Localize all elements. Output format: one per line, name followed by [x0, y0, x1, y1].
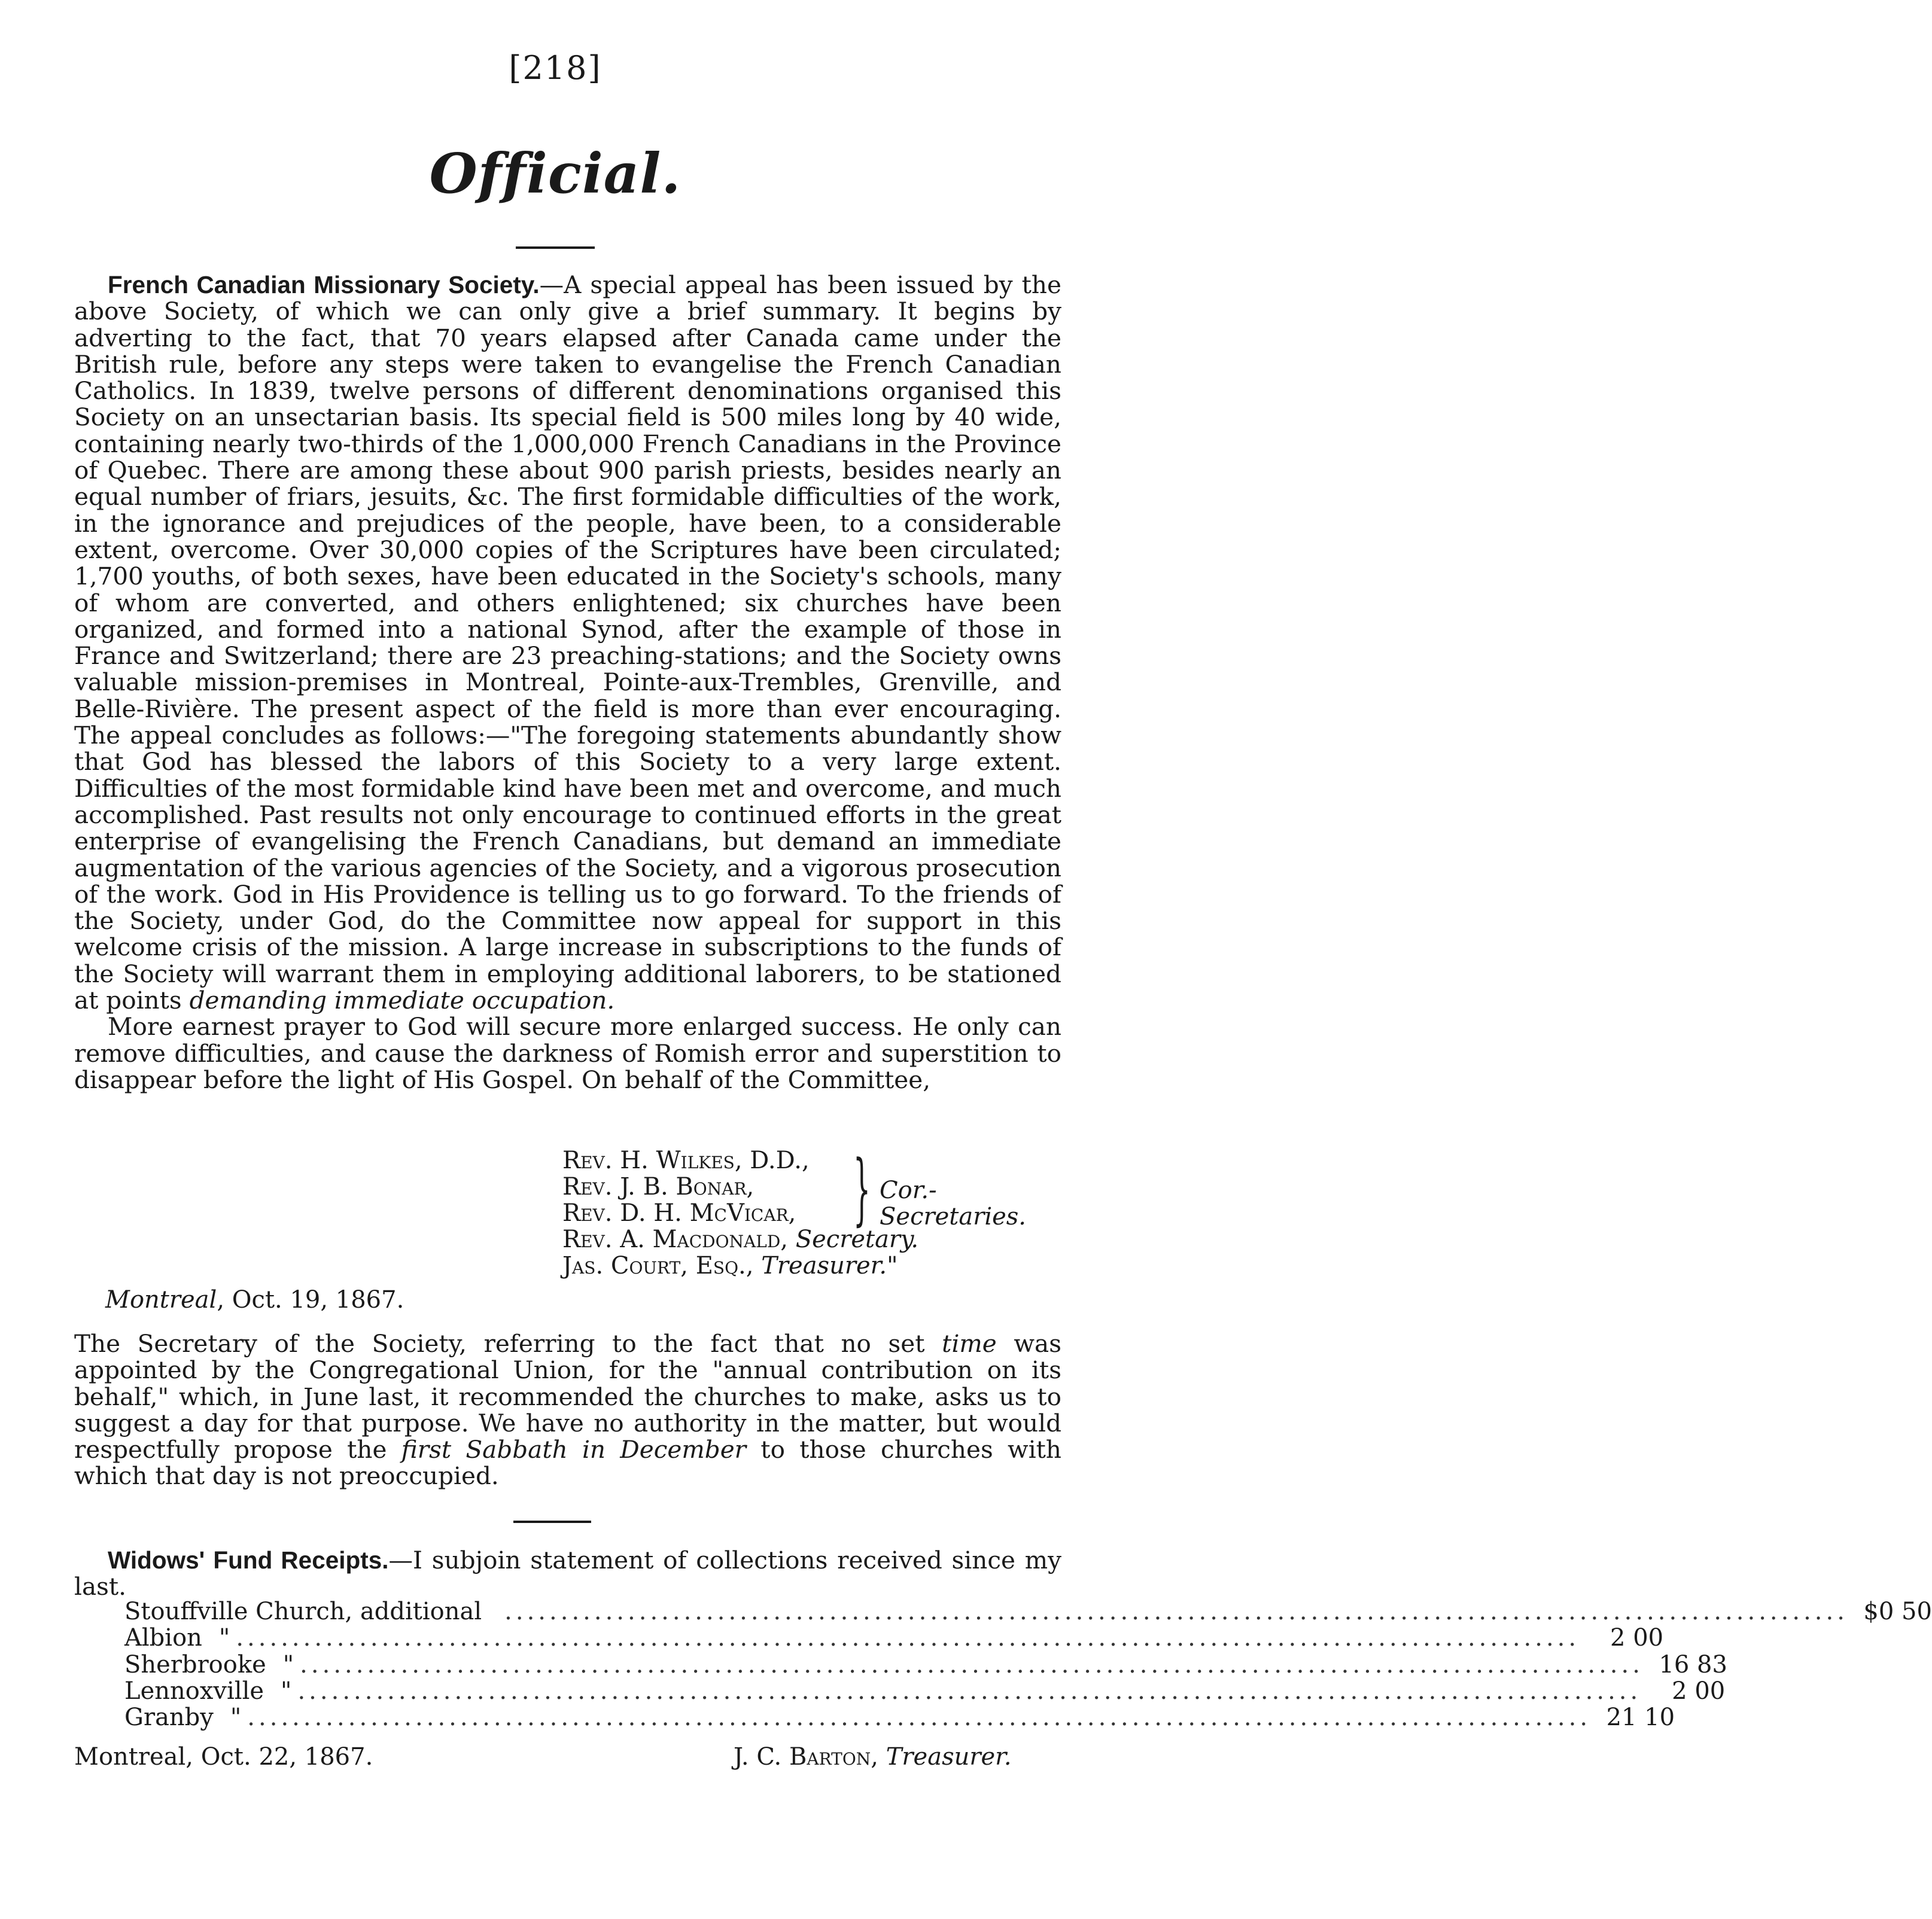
- article-text: to those churches with which that day is not preoccupied.: [74, 1435, 1062, 1491]
- signature-title: Treasurer.": [761, 1252, 898, 1280]
- receipt-place: Albion: [124, 1624, 202, 1652]
- signature-title: Secretary.: [795, 1226, 919, 1253]
- signature-row: Rev. D. H. McVicar,: [562, 1199, 796, 1227]
- leader-dots: ........................................................................................................................: [247, 1704, 1592, 1732]
- article-french-canadian-missionary-society: [74, 272, 1061, 1093]
- footer-date: Montreal, Oct. 22, 1867.: [74, 1743, 373, 1771]
- receipt-place: Stouffville Church, additional: [124, 1598, 482, 1625]
- page-number: [218]: [509, 49, 602, 87]
- article-paragraph: [74, 1547, 1061, 1600]
- receipt-amount: 16 83: [1659, 1650, 1727, 1679]
- signature-row: Rev. H. Wilkes, D.D.,: [562, 1147, 810, 1174]
- receipt-row: [124, 1650, 1727, 1679]
- signature-row: Rev. J. B. Bonar,: [562, 1173, 754, 1201]
- leader-dots: ........................................................................................................................: [300, 1650, 1644, 1679]
- receipt-row: [124, 1624, 1664, 1652]
- article-continuation: More earnest prayer to God will secure more enlarged success. He only can remove difficulties, and cause the darkness of Romish error and superstition to disappear before the light of His Gospel. On behalf of the Committee,: [74, 1012, 1061, 1094]
- signature-name: Jas. Court, Esq.,: [562, 1252, 754, 1280]
- group-role: Cor.-Secretaries.: [880, 1177, 1027, 1230]
- dateline: [105, 1286, 404, 1314]
- article-paragraph: [74, 1330, 1061, 1489]
- receipt-ditto: ": [282, 1650, 294, 1679]
- article-paragraph: [74, 272, 1061, 1013]
- article-body: —I subjoin statement of collections received since my last.: [74, 1546, 1062, 1601]
- footer-signer: J. C. Barton,: [734, 1743, 879, 1771]
- receipts-table: [124, 1598, 1932, 1732]
- footer-title: Treasurer.: [886, 1743, 1012, 1771]
- receipt-ditto: ": [218, 1624, 230, 1652]
- signature-block: [562, 1143, 1065, 1280]
- receipt-ditto: ": [230, 1704, 242, 1732]
- divider-top: [516, 246, 595, 249]
- brace-glyph: }: [853, 1143, 871, 1234]
- receipt-place: Granby: [124, 1704, 214, 1732]
- leader-dots: ........................................................................................................................: [297, 1677, 1642, 1705]
- divider-middle: [513, 1521, 591, 1523]
- receipt-amount: 2 00: [1610, 1624, 1664, 1652]
- footer-signature: [734, 1743, 1012, 1771]
- receipt-amount: 21 10: [1606, 1704, 1675, 1732]
- receipt-place: Sherbrooke: [124, 1650, 266, 1679]
- article-headline: French Canadian Missionary Society.: [108, 271, 540, 298]
- article-emphasis: time: [942, 1329, 997, 1358]
- receipt-row: [124, 1677, 1726, 1705]
- article-text: was appointed by the Congregational Union, for the "annual contribution on its behalf," which, in June last, it recommended the churches to make, asks us to suggest a day for that purpose. We have no authority in the matter, but would respectfully propose the: [74, 1329, 1061, 1464]
- article-emphasis: first Sabbath in December: [401, 1435, 747, 1464]
- receipt-amount: $0 50: [1863, 1598, 1932, 1625]
- leader-dots: ........................................................................................................................: [504, 1598, 1848, 1625]
- signature-row: [562, 1253, 1065, 1279]
- dateline-place: Montreal: [105, 1286, 217, 1314]
- receipt-amount: 2 00: [1672, 1677, 1726, 1705]
- receipt-ditto: ": [281, 1677, 292, 1705]
- article-widows-fund: [74, 1547, 1061, 1600]
- article-text: The Secretary of the Society, referring to the fact that no set: [74, 1329, 942, 1358]
- article-secretary-note: [74, 1330, 1061, 1489]
- receipt-row: [124, 1598, 1932, 1625]
- signature-name: Rev. A. Macdonald,: [562, 1226, 789, 1253]
- article-body: —A special appeal has been issued by the above Society, of which we can only give a brief summary. It begins by adverting to the fact, that 70 years elapsed after Canada came under the British rule, before any steps were taken to evangelise the French Canadian Catholics. In 1839, twelve persons of different denominations organised this Society on an unsectarian basis. Its special field is 500 miles long by 40 wide, containing nearly two-thirds of the 1,000,000 French Canadians in the Province of Quebec. There are among these about 900 parish priests, besides nearly an equal number of friars, jesuits, &c. The first formidable difficulties of the work, in the ignorance and prejudices of the people, have been, to a considerable extent, overcome. Over 30,000 copies of the Scriptures have been circulated; 1,700 youths, of both sexes, have been educated in the Society's schools, many of whom are converted, and others enlightened; six churches have been organized, and formed into a national Synod, after the example of those in France and Switzerland; there are 23 preaching-stations; and the Society owns valuable mission-premises in Montreal, Pointe-aux-Trembles, Grenville, and Belle-Rivière. The present aspect of the field is more than ever encouraging. The appeal concludes as follows:—"The foregoing statements abundantly show that God has blessed the labors of this Society to a very large extent. Difficulties of the most formidable kind have been met and overcome, and much accomplished. Past results not only encourage to continued efforts in the great enterprise of evangelising the French Canadians, but demand an immediate augmentation of the various agencies of the Society, and a vigorous prosecution of the work. God in His Providence is telling us to go forward. To the friends of the Society, under God, do the Committee now appeal for support in this welcome crisis of the mission. A large increase in subscriptions to the funds of the Society will warrant them in employing additional laborers, to be stationed at points: [74, 270, 1061, 1015]
- leader-dots: ........................................................................................................................: [236, 1624, 1580, 1652]
- section-title: Official.: [429, 141, 681, 206]
- receipt-row: [124, 1704, 1675, 1732]
- article-emphasis: demanding immediate occupation.: [189, 986, 615, 1015]
- receipt-place: Lennoxville: [124, 1677, 264, 1705]
- article-headline: Widows' Fund Receipts.: [108, 1546, 389, 1574]
- dateline-date: , Oct. 19, 1867.: [217, 1286, 404, 1314]
